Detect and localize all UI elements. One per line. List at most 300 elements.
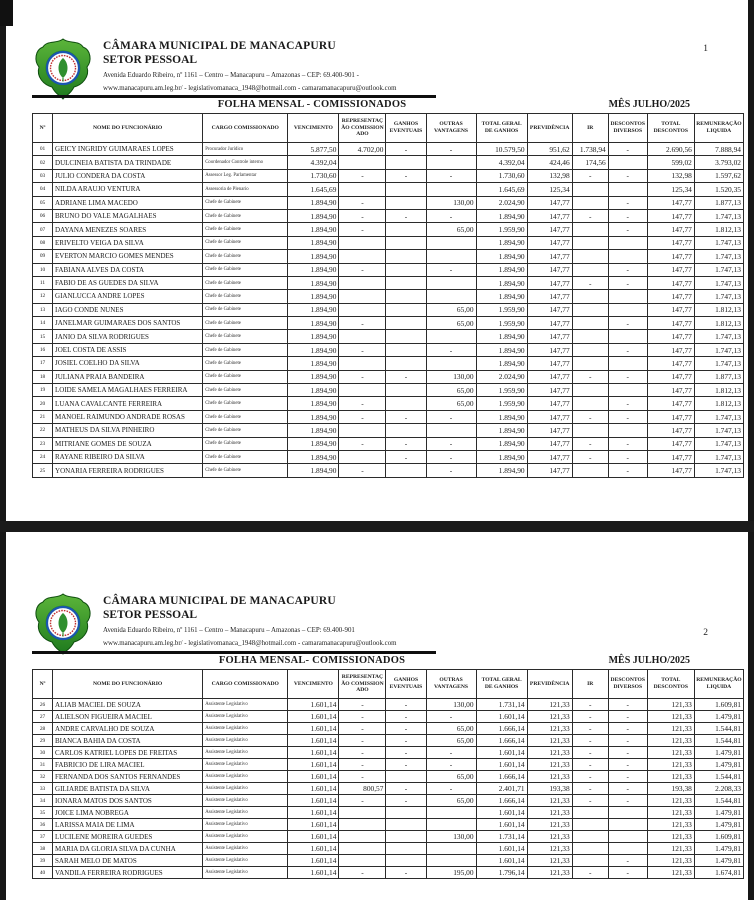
cell-previdencia: 121,33	[527, 723, 572, 735]
cell-name: MITRIANE GOMES DE SOUZA	[53, 437, 203, 450]
cell-cargo: Chefe de Gabinete	[203, 464, 288, 477]
cell-total-ganhos: 1.894,90	[476, 236, 527, 249]
cell-total-descontos: 147,77	[647, 343, 694, 356]
cell-cargo: Chefe de Gabinete	[203, 196, 288, 209]
cell-descontos-diversos: -	[608, 370, 647, 383]
cell-ganhos-eventuais	[386, 263, 426, 276]
cell-previdencia: 147,77	[527, 303, 572, 316]
cell-previdencia: 125,34	[527, 183, 572, 196]
cell-num: 40	[33, 867, 53, 879]
table-row	[33, 437, 744, 450]
cell-cargo: Chefe de Gabinete	[203, 397, 288, 410]
cell-descontos-diversos: -	[608, 867, 647, 879]
cell-descontos-diversos: -	[608, 723, 647, 735]
cell-ir: -	[572, 783, 608, 795]
col-header-name: NOME DO FUNCIONÁRIO	[53, 670, 203, 699]
cell-vencimento: 1.894,90	[288, 317, 339, 330]
cell-ganhos-eventuais	[386, 831, 426, 843]
cell-remuneracao-liquida: 1.544,81	[694, 771, 743, 783]
cell-vencimento: 1.894,90	[288, 437, 339, 450]
cell-outras-vantagens: 130,00	[426, 699, 476, 711]
cell-cargo: Chefe de Gabinete	[203, 209, 288, 222]
cell-previdencia: 147,77	[527, 196, 572, 209]
cell-ganhos-eventuais	[386, 464, 426, 477]
cell-name: CARLOS KATRIEL LOPES DE FREITAS	[53, 747, 203, 759]
cell-ir	[572, 843, 608, 855]
cell-vencimento: 1.894,90	[288, 330, 339, 343]
cell-previdencia: 147,77	[527, 343, 572, 356]
cell-descontos-diversos: -	[608, 437, 647, 450]
cell-ganhos-eventuais	[386, 303, 426, 316]
cell-total-ganhos: 1.666,14	[476, 723, 527, 735]
cell-total-ganhos: 1.796,14	[476, 867, 527, 879]
cell-remuneracao-liquida: 1.544,81	[694, 735, 743, 747]
cell-name: JULIANA PRAIA BANDEIRA	[53, 370, 203, 383]
cell-num: 37	[33, 831, 53, 843]
cell-cargo: Assistente Legislativo	[203, 783, 288, 795]
cell-ganhos-eventuais	[386, 819, 426, 831]
cell-previdencia: 121,33	[527, 771, 572, 783]
cell-ganhos-eventuais: -	[386, 370, 426, 383]
page-number: 2	[703, 628, 708, 638]
cell-representacao	[339, 807, 386, 819]
table-row	[33, 735, 744, 747]
cell-num: 19	[33, 384, 53, 397]
cell-outras-vantagens: 65,00	[426, 384, 476, 397]
cell-vencimento: 1.730,60	[288, 169, 339, 182]
dept-name: SETOR PESSOAL	[103, 54, 198, 66]
cell-name: JANIO DA SILVA RODRIGUES	[53, 330, 203, 343]
cell-representacao: -	[339, 410, 386, 423]
cell-num: 16	[33, 343, 53, 356]
cell-ganhos-eventuais: -	[386, 209, 426, 222]
cell-ir: -	[572, 276, 608, 289]
cell-vencimento: 1.894,90	[288, 223, 339, 236]
table-row	[33, 169, 744, 182]
cell-descontos-diversos: -	[608, 464, 647, 477]
cell-previdencia: 147,77	[527, 450, 572, 463]
cell-cargo: Assistente Legislativo	[203, 735, 288, 747]
cell-cargo: Chefe de Gabinete	[203, 357, 288, 370]
cell-vencimento: 1.894,90	[288, 424, 339, 437]
cell-total-ganhos: 1.894,90	[476, 330, 527, 343]
col-header-name: NOME DO FUNCIONÁRIO	[53, 114, 203, 143]
cell-total-descontos: 121,33	[647, 819, 694, 831]
table-row	[33, 183, 744, 196]
cell-total-descontos: 147,77	[647, 250, 694, 263]
table-row	[33, 450, 744, 463]
cell-vencimento: 1.894,90	[288, 263, 339, 276]
cell-ir	[572, 343, 608, 356]
cell-num: 30	[33, 747, 53, 759]
cell-descontos-diversos	[608, 843, 647, 855]
org-name: CÂMARA MUNICIPAL DE MANACAPURU	[103, 40, 336, 52]
dept-name: SETOR PESSOAL	[103, 609, 198, 621]
cell-descontos-diversos	[608, 831, 647, 843]
cell-outras-vantagens: -	[426, 464, 476, 477]
cell-outras-vantagens: 65,00	[426, 303, 476, 316]
cell-ir: -	[572, 747, 608, 759]
cell-representacao	[339, 357, 386, 370]
cell-name: ADRIANE LIMA MACEDO	[53, 196, 203, 209]
table-row	[33, 223, 744, 236]
cell-total-descontos: 147,77	[647, 384, 694, 397]
cell-total-ganhos: 1.730,60	[476, 169, 527, 182]
cell-previdencia: 121,33	[527, 711, 572, 723]
cell-name: DAYANA MENEZES SOARES	[53, 223, 203, 236]
cell-total-descontos: 147,77	[647, 397, 694, 410]
table-row	[33, 290, 744, 303]
cell-remuneracao-liquida: 1.747,13	[694, 263, 743, 276]
col-header-remuneracao-liquida: REMUNERAÇÃO LIQUIDA	[694, 670, 743, 699]
cell-num: 18	[33, 370, 53, 383]
cell-vencimento: 1.601,14	[288, 819, 339, 831]
cell-total-descontos: 121,33	[647, 843, 694, 855]
col-header-outras-vantagens: OUTRAS VANTAGENS	[426, 114, 476, 143]
cell-total-descontos: 125,34	[647, 183, 694, 196]
cell-cargo: Chefe de Gabinete	[203, 250, 288, 263]
col-header-ir: IR	[572, 114, 608, 143]
cell-remuneracao-liquida: 1.609,81	[694, 699, 743, 711]
cell-descontos-diversos	[608, 290, 647, 303]
cell-num: 31	[33, 759, 53, 771]
cell-previdencia: 121,33	[527, 747, 572, 759]
cell-total-descontos: 121,33	[647, 807, 694, 819]
cell-remuneracao-liquida: 1.812,13	[694, 384, 743, 397]
cell-remuneracao-liquida: 1.479,81	[694, 711, 743, 723]
cell-cargo: Chefe de Gabinete	[203, 303, 288, 316]
cell-descontos-diversos	[608, 183, 647, 196]
cell-ganhos-eventuais: -	[386, 867, 426, 879]
cell-total-ganhos: 1.666,14	[476, 795, 527, 807]
cell-num: 01	[33, 143, 53, 156]
cell-outras-vantagens	[426, 843, 476, 855]
cell-vencimento: 1.894,90	[288, 290, 339, 303]
cell-representacao: -	[339, 464, 386, 477]
table-row	[33, 807, 744, 819]
cell-remuneracao-liquida: 1.877,13	[694, 370, 743, 383]
cell-vencimento: 1.601,14	[288, 771, 339, 783]
cell-descontos-diversos: -	[608, 196, 647, 209]
cell-previdencia: 147,77	[527, 330, 572, 343]
cell-total-ganhos: 1.894,90	[476, 424, 527, 437]
cell-cargo: Assistente Legislativo	[203, 843, 288, 855]
table-row	[33, 276, 744, 289]
cell-representacao: -	[339, 317, 386, 330]
col-header-previdencia: PREVIDÊNCIA	[527, 114, 572, 143]
table-row	[33, 783, 744, 795]
cell-num: 07	[33, 223, 53, 236]
cell-outras-vantagens: -	[426, 410, 476, 423]
cell-descontos-diversos	[608, 236, 647, 249]
cell-total-descontos: 147,77	[647, 223, 694, 236]
cell-previdencia: 121,33	[527, 759, 572, 771]
cell-outras-vantagens	[426, 290, 476, 303]
cell-ganhos-eventuais: -	[386, 410, 426, 423]
cell-previdencia: 147,77	[527, 464, 572, 477]
payroll-table-page-2	[32, 669, 744, 879]
col-header-ir: IR	[572, 670, 608, 699]
cell-name: VANDILA FERREIRA RODRIGUES	[53, 867, 203, 879]
cell-ganhos-eventuais: -	[386, 169, 426, 182]
cell-total-descontos: 147,77	[647, 370, 694, 383]
cell-name: FERNANDA DOS SANTOS FERNANDES	[53, 771, 203, 783]
cell-ir: -	[572, 735, 608, 747]
cell-num: 34	[33, 795, 53, 807]
cell-ir	[572, 196, 608, 209]
cell-total-descontos: 147,77	[647, 450, 694, 463]
cell-outras-vantagens: -	[426, 783, 476, 795]
cell-ir	[572, 831, 608, 843]
cell-name: JANELMAR GUIMARAES DOS SANTOS	[53, 317, 203, 330]
cell-num: 13	[33, 303, 53, 316]
cell-cargo: Chefe de Gabinete	[203, 343, 288, 356]
cell-ganhos-eventuais	[386, 397, 426, 410]
cell-outras-vantagens	[426, 236, 476, 249]
cell-total-descontos: 193,38	[647, 783, 694, 795]
cell-total-ganhos: 1.666,14	[476, 771, 527, 783]
cell-cargo: Chefe de Gabinete	[203, 450, 288, 463]
cell-num: 05	[33, 196, 53, 209]
cell-previdencia: 147,77	[527, 250, 572, 263]
col-header-total-ganhos: TOTAL GERAL DE GANHOS	[476, 114, 527, 143]
cell-vencimento: 1.601,14	[288, 735, 339, 747]
cell-total-descontos: 121,33	[647, 771, 694, 783]
cell-num: 28	[33, 723, 53, 735]
table-row	[33, 843, 744, 855]
cell-representacao: -	[339, 209, 386, 222]
cell-remuneracao-liquida: 1.812,13	[694, 303, 743, 316]
cell-representacao: -	[339, 196, 386, 209]
cell-cargo: Assistente Legislativo	[203, 795, 288, 807]
cell-ir: -	[572, 795, 608, 807]
page-separator-band	[0, 521, 754, 532]
cell-ganhos-eventuais: -	[386, 699, 426, 711]
cell-previdencia: 121,33	[527, 807, 572, 819]
cell-num: 04	[33, 183, 53, 196]
cell-representacao: -	[339, 711, 386, 723]
table-row	[33, 464, 744, 477]
scan-corner-blot	[0, 0, 13, 26]
cell-previdencia: 424,46	[527, 156, 572, 169]
cell-remuneracao-liquida: 1.747,13	[694, 343, 743, 356]
cell-vencimento: 1.601,14	[288, 795, 339, 807]
cell-representacao	[339, 303, 386, 316]
cell-ir: -	[572, 410, 608, 423]
cell-representacao: 800,57	[339, 783, 386, 795]
cell-vencimento: 1.601,14	[288, 759, 339, 771]
cell-total-descontos: 147,77	[647, 236, 694, 249]
cell-name: BIANCA BAHIA DA COSTA	[53, 735, 203, 747]
cell-descontos-diversos: -	[608, 343, 647, 356]
table-row	[33, 330, 744, 343]
cell-remuneracao-liquida: 1.877,13	[694, 196, 743, 209]
contacts-line: www.manacapuru.am.leg.br/ - legislativomanaca_1948@hotmail.com - camaramanacapuru@outlook.com	[103, 640, 397, 647]
cell-ir	[572, 263, 608, 276]
cell-representacao: -	[339, 867, 386, 879]
col-header-vencimento: VENCIMENTO	[288, 114, 339, 143]
cell-outras-vantagens: -	[426, 450, 476, 463]
cell-representacao	[339, 843, 386, 855]
cell-representacao: 4.702,00	[339, 143, 386, 156]
cell-total-ganhos: 1.894,90	[476, 276, 527, 289]
cell-total-descontos: 147,77	[647, 464, 694, 477]
cell-vencimento: 1.894,90	[288, 343, 339, 356]
address-line: Avenida Eduardo Ribeiro, nº 1161 – Centro – Manacapuru – Amazonas – CEP: 69.400-901	[103, 627, 355, 634]
cell-vencimento: 1.601,14	[288, 747, 339, 759]
cell-vencimento: 1.601,14	[288, 699, 339, 711]
cell-vencimento: 1.894,90	[288, 250, 339, 263]
cell-total-ganhos: 1.894,90	[476, 250, 527, 263]
cell-cargo: Assistente Legislativo	[203, 771, 288, 783]
cell-representacao	[339, 855, 386, 867]
cell-ir: 1.738,94	[572, 143, 608, 156]
cell-num: 02	[33, 156, 53, 169]
table-row	[33, 357, 744, 370]
cell-representacao: -	[339, 699, 386, 711]
cell-ganhos-eventuais: -	[386, 143, 426, 156]
sheet-title: FOLHA MENSAL- COMISSIONADOS	[218, 655, 406, 666]
cell-total-descontos: 132,98	[647, 169, 694, 182]
cell-total-ganhos: 1.894,90	[476, 357, 527, 370]
cell-cargo: Chefe de Gabinete	[203, 317, 288, 330]
cell-name: GILIARDE BATISTA DA SILVA	[53, 783, 203, 795]
col-header-num: Nº	[33, 670, 53, 699]
cell-descontos-diversos: -	[608, 209, 647, 222]
cell-representacao: -	[339, 747, 386, 759]
cell-ganhos-eventuais	[386, 156, 426, 169]
cell-total-descontos: 121,33	[647, 711, 694, 723]
table-row	[33, 250, 744, 263]
cell-previdencia: 951,62	[527, 143, 572, 156]
cell-representacao	[339, 831, 386, 843]
cell-total-ganhos: 1.959,90	[476, 223, 527, 236]
header-divider	[32, 95, 436, 98]
cell-remuneracao-liquida: 1.747,13	[694, 450, 743, 463]
cell-vencimento: 1.601,14	[288, 855, 339, 867]
cell-name: JOSIEL COELHO DA SILVA	[53, 357, 203, 370]
header-row	[33, 670, 744, 699]
cell-total-descontos: 121,33	[647, 867, 694, 879]
cell-name: BRUNO DO VALE MAGALHAES	[53, 209, 203, 222]
sheet-month: MÊS JULHO/2025	[608, 99, 690, 110]
cell-descontos-diversos: -	[608, 223, 647, 236]
cell-previdencia: 147,77	[527, 410, 572, 423]
cell-cargo: Assistente Legislativo	[203, 807, 288, 819]
cell-cargo: Assistente Legislativo	[203, 747, 288, 759]
cell-ir	[572, 290, 608, 303]
cell-cargo: Assistente Legislativo	[203, 711, 288, 723]
cell-remuneracao-liquida: 1.812,13	[694, 317, 743, 330]
cell-previdencia: 147,77	[527, 317, 572, 330]
cell-total-ganhos: 1.645,69	[476, 183, 527, 196]
cell-descontos-diversos	[608, 819, 647, 831]
cell-cargo: Assistente Legislativo	[203, 867, 288, 879]
cell-outras-vantagens	[426, 357, 476, 370]
cell-vencimento: 5.877,50	[288, 143, 339, 156]
cell-total-ganhos: 1.894,90	[476, 437, 527, 450]
cell-previdencia: 147,77	[527, 263, 572, 276]
cell-ganhos-eventuais: -	[386, 759, 426, 771]
table-row	[33, 209, 744, 222]
cell-name: ALIAB MACIEL DE SOUZA	[53, 699, 203, 711]
cell-remuneracao-liquida: 1.479,81	[694, 807, 743, 819]
cell-cargo: Assistente Legislativo	[203, 723, 288, 735]
cell-num: 36	[33, 819, 53, 831]
cell-outras-vantagens: -	[426, 263, 476, 276]
cell-ir: -	[572, 169, 608, 182]
cell-num: 27	[33, 711, 53, 723]
cell-name: JOEL COSTA DE ASSIS	[53, 343, 203, 356]
cell-remuneracao-liquida: 1.544,81	[694, 723, 743, 735]
cell-ir	[572, 250, 608, 263]
cell-total-descontos: 121,33	[647, 855, 694, 867]
cell-name: MATHEUS DA SILVA PINHEIRO	[53, 424, 203, 437]
cell-ganhos-eventuais	[386, 384, 426, 397]
col-header-vencimento: VENCIMENTO	[288, 670, 339, 699]
cell-cargo: Assistente Legislativo	[203, 831, 288, 843]
cell-total-descontos: 147,77	[647, 290, 694, 303]
cell-name: FABIANA ALVES DA COSTA	[53, 263, 203, 276]
cell-total-descontos: 147,77	[647, 263, 694, 276]
document-page-1	[6, 0, 748, 521]
cell-vencimento: 1.894,90	[288, 209, 339, 222]
cell-representacao: -	[339, 223, 386, 236]
cell-previdencia: 147,77	[527, 209, 572, 222]
cell-cargo: Chefe de Gabinete	[203, 410, 288, 423]
table-row	[33, 410, 744, 423]
cell-name: RAYANE RIBEIRO DA SILVA	[53, 450, 203, 463]
cell-previdencia: 193,38	[527, 783, 572, 795]
cell-ganhos-eventuais	[386, 290, 426, 303]
cell-descontos-diversos: -	[608, 783, 647, 795]
cell-ir: -	[572, 437, 608, 450]
cell-descontos-diversos: -	[608, 747, 647, 759]
cell-representacao	[339, 250, 386, 263]
cell-remuneracao-liquida: 1.747,13	[694, 410, 743, 423]
cell-num: 09	[33, 250, 53, 263]
cell-ganhos-eventuais	[386, 196, 426, 209]
cell-outras-vantagens	[426, 250, 476, 263]
cell-descontos-diversos: -	[608, 855, 647, 867]
cell-outras-vantagens: -	[426, 437, 476, 450]
cell-ir	[572, 330, 608, 343]
table-row	[33, 303, 744, 316]
cell-outras-vantagens: 130,00	[426, 370, 476, 383]
cell-total-ganhos: 2.024,90	[476, 196, 527, 209]
cell-cargo: Chefe de Gabinete	[203, 263, 288, 276]
header-divider	[32, 651, 436, 654]
cell-name: ERIVELTO VEIGA DA SILVA	[53, 236, 203, 249]
letterhead	[32, 37, 397, 101]
cell-total-ganhos: 1.894,90	[476, 450, 527, 463]
cell-descontos-diversos: -	[608, 397, 647, 410]
org-name: CÂMARA MUNICIPAL DE MANACAPURU	[103, 595, 336, 607]
cell-ir	[572, 236, 608, 249]
cell-representacao: -	[339, 795, 386, 807]
cell-cargo: Assistente Legislativo	[203, 855, 288, 867]
cell-ganhos-eventuais: -	[386, 450, 426, 463]
cell-cargo: Chefe de Gabinete	[203, 290, 288, 303]
cell-total-ganhos: 1.601,14	[476, 843, 527, 855]
cell-previdencia: 121,33	[527, 855, 572, 867]
cell-remuneracao-liquida: 1.544,81	[694, 795, 743, 807]
cell-descontos-diversos: -	[608, 735, 647, 747]
cell-total-ganhos: 1.731,14	[476, 831, 527, 843]
cell-outras-vantagens	[426, 807, 476, 819]
col-header-ganhos-eventuais: GANHOS EVENTUAIS	[386, 114, 426, 143]
cell-remuneracao-liquida: 1.479,81	[694, 843, 743, 855]
